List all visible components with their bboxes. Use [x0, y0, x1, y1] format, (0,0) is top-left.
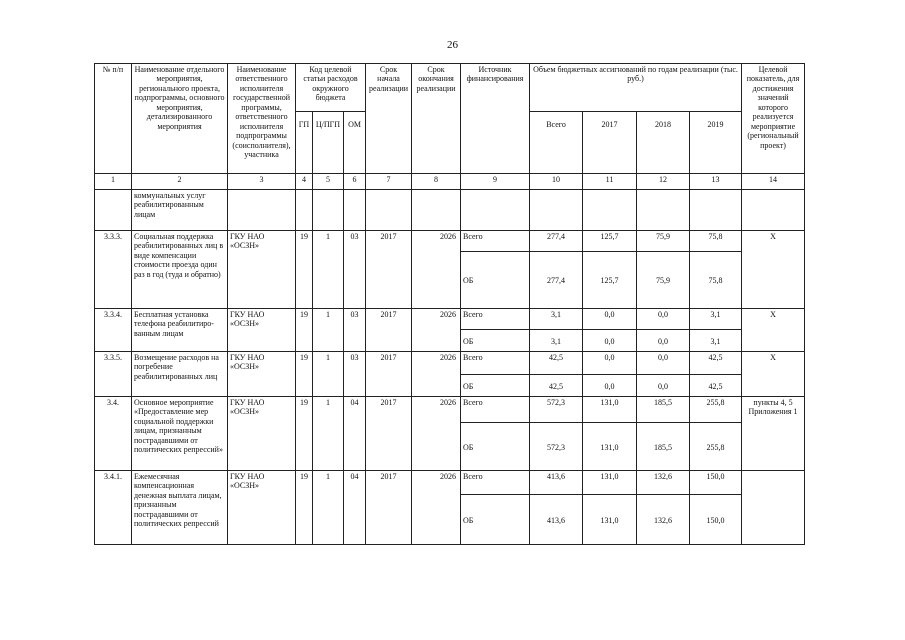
- row-om: 04: [344, 471, 366, 545]
- row-name: Возмещение расходов на погребение реабилитированных лиц: [132, 352, 228, 397]
- row-target: Х: [742, 309, 805, 352]
- row-source: ОБ: [461, 423, 530, 471]
- row-source: Всего: [461, 397, 530, 423]
- header-name: Наименование отдельного мероприятия, регионального проекта, подпрограммы, основного мероприятия, детализированного мероприятия: [132, 64, 228, 174]
- row-target: пункты 4, 5 Приложения 1: [742, 397, 805, 471]
- row-executor: ГКУ НАО «ОСЗН»: [228, 231, 296, 309]
- column-number: 11: [583, 174, 637, 190]
- row-2019: 75,8: [690, 231, 742, 252]
- row-name: Бесплатная установка телефона реабилитиро-ванным лицам: [132, 309, 228, 352]
- column-number-row: [95, 174, 805, 190]
- row-2019: 42,5: [690, 375, 742, 397]
- row-end: 2026: [412, 309, 461, 352]
- row-2018: 132,6: [637, 471, 690, 495]
- row-2017: 0,0: [583, 352, 637, 375]
- row-2018: 185,5: [637, 423, 690, 471]
- row-2019: 150,0: [690, 495, 742, 545]
- row-2019: 150,0: [690, 471, 742, 495]
- budget-allocation-table: [94, 63, 805, 545]
- row-2017: 125,7: [583, 231, 637, 252]
- row-om: 03: [344, 231, 366, 309]
- column-number: 10: [530, 174, 583, 190]
- row-source: Всего: [461, 471, 530, 495]
- table-row: [95, 471, 805, 495]
- column-number: 12: [637, 174, 690, 190]
- row-2017: 131,0: [583, 423, 637, 471]
- row-end: 2026: [412, 352, 461, 397]
- row-2018: 0,0: [637, 375, 690, 397]
- header-start: Срок начала реализации: [366, 64, 412, 174]
- row-executor: ГКУ НАО «ОСЗН»: [228, 309, 296, 352]
- row-target: Х: [742, 352, 805, 397]
- row-2018: 75,9: [637, 231, 690, 252]
- row-gp: 19: [296, 231, 313, 309]
- row-start: 2017: [366, 352, 412, 397]
- header-executor: Наименование ответственного исполнителя государственной программы, ответственного исполнителя подпрограммы (соисполнителя), участника: [228, 64, 296, 174]
- header-target: Целевой показатель, для достижения значений которого реализуется мероприятие (региональный проект): [742, 64, 805, 174]
- header-total: Всего: [530, 112, 583, 174]
- row-2019: 255,8: [690, 397, 742, 423]
- row-name: Ежемесячная компенсационная денежная выплата лицам, признанным пострадавшими от политических репрессий: [132, 471, 228, 545]
- row-cpgp: 1: [313, 397, 344, 471]
- row-2019: 255,8: [690, 423, 742, 471]
- header-num: № п/п: [95, 64, 132, 174]
- row-source: ОБ: [461, 252, 530, 309]
- column-number: 4: [296, 174, 313, 190]
- row-cpgp: 1: [313, 352, 344, 397]
- row-2017: 0,0: [583, 330, 637, 352]
- row-start: 2017: [366, 471, 412, 545]
- row-number: 3.4.: [95, 397, 132, 471]
- row-om: 04: [344, 397, 366, 471]
- row-cpgp: 1: [313, 471, 344, 545]
- row-total: 413,6: [530, 471, 583, 495]
- row-2018: 0,0: [637, 352, 690, 375]
- row-total: 42,5: [530, 375, 583, 397]
- table-row: [95, 309, 805, 330]
- row-om: 03: [344, 352, 366, 397]
- column-number: 8: [412, 174, 461, 190]
- row-start: 2017: [366, 231, 412, 309]
- row-total: 413,6: [530, 495, 583, 545]
- row-total: 3,1: [530, 309, 583, 330]
- row-executor: ГКУ НАО «ОСЗН»: [228, 352, 296, 397]
- row-total: 3,1: [530, 330, 583, 352]
- row-2018: 185,5: [637, 397, 690, 423]
- row-source: ОБ: [461, 495, 530, 545]
- row-total: 572,3: [530, 397, 583, 423]
- row-2018: 132,6: [637, 495, 690, 545]
- row-total: 42,5: [530, 352, 583, 375]
- header-end: Срок окончания реализации: [412, 64, 461, 174]
- row-2017: 0,0: [583, 309, 637, 330]
- row-gp: 19: [296, 397, 313, 471]
- row-number: 3.3.3.: [95, 231, 132, 309]
- row-2018: 0,0: [637, 330, 690, 352]
- row-2017: 131,0: [583, 397, 637, 423]
- column-number: 5: [313, 174, 344, 190]
- row-target: [742, 471, 805, 545]
- row-2019: 75,8: [690, 252, 742, 309]
- row-total: 572,3: [530, 423, 583, 471]
- page-number: 26: [447, 39, 458, 51]
- column-number: 3: [228, 174, 296, 190]
- column-number: 7: [366, 174, 412, 190]
- row-cpgp: 1: [313, 231, 344, 309]
- row-name: Основное мероприятие «Предоставление мер социальной поддержки лицам, признанным пострадавшими от политических репрессий»: [132, 397, 228, 471]
- row-target: Х: [742, 231, 805, 309]
- column-number: 9: [461, 174, 530, 190]
- header-om: ОМ: [344, 112, 366, 174]
- column-number: 13: [690, 174, 742, 190]
- header-source: Источник финансирования: [461, 64, 530, 174]
- row-start: 2017: [366, 309, 412, 352]
- row-executor: ГКУ НАО «ОСЗН»: [228, 397, 296, 471]
- column-number: 1: [95, 174, 132, 190]
- row-2019: 3,1: [690, 309, 742, 330]
- row-source: ОБ: [461, 375, 530, 397]
- row-end: 2026: [412, 471, 461, 545]
- row-om: 03: [344, 309, 366, 352]
- row-number: 3.3.5.: [95, 352, 132, 397]
- row-2019: 42,5: [690, 352, 742, 375]
- row-name: Социальная поддержка реабилитированных лиц в виде компенсации стоимости проезда один раз в год (туда и обратно): [132, 231, 228, 309]
- row-2017: 131,0: [583, 471, 637, 495]
- row-gp: 19: [296, 352, 313, 397]
- table-row: [95, 352, 805, 375]
- continuation-text: коммунальных услуг реабилитированным лицам: [132, 190, 228, 231]
- row-end: 2026: [412, 231, 461, 309]
- row-gp: 19: [296, 471, 313, 545]
- header-2017: 2017: [583, 112, 637, 174]
- row-source: Всего: [461, 352, 530, 375]
- row-total: 277,4: [530, 231, 583, 252]
- row-end: 2026: [412, 397, 461, 471]
- header-gp: ГП: [296, 112, 313, 174]
- header-2018: 2018: [637, 112, 690, 174]
- data-rows: [95, 231, 805, 545]
- row-2017: 0,0: [583, 375, 637, 397]
- row-2017: 125,7: [583, 252, 637, 309]
- table-row: [95, 397, 805, 423]
- row-total: 277,4: [530, 252, 583, 309]
- row-cpgp: 1: [313, 309, 344, 352]
- row-executor: ГКУ НАО «ОСЗН»: [228, 471, 296, 545]
- column-number: 6: [344, 174, 366, 190]
- header-cpgp: Ц/ПГП: [313, 112, 344, 174]
- row-number: 3.3.4.: [95, 309, 132, 352]
- row-source: Всего: [461, 231, 530, 252]
- continuation-row: [95, 190, 805, 231]
- row-2017: 131,0: [583, 495, 637, 545]
- row-gp: 19: [296, 309, 313, 352]
- column-number: 14: [742, 174, 805, 190]
- row-2019: 3,1: [690, 330, 742, 352]
- header-volume: Объем бюджетных ассигнований по годам реализации (тыс. руб.): [530, 64, 742, 112]
- row-source: ОБ: [461, 330, 530, 352]
- table-row: [95, 231, 805, 252]
- header-budget-code: Код целевой статьи расходов окружного бюджета: [296, 64, 366, 112]
- header-2019: 2019: [690, 112, 742, 174]
- row-number: 3.4.1.: [95, 471, 132, 545]
- row-2018: 75,9: [637, 252, 690, 309]
- row-start: 2017: [366, 397, 412, 471]
- row-2018: 0,0: [637, 309, 690, 330]
- row-source: Всего: [461, 309, 530, 330]
- column-number: 2: [132, 174, 228, 190]
